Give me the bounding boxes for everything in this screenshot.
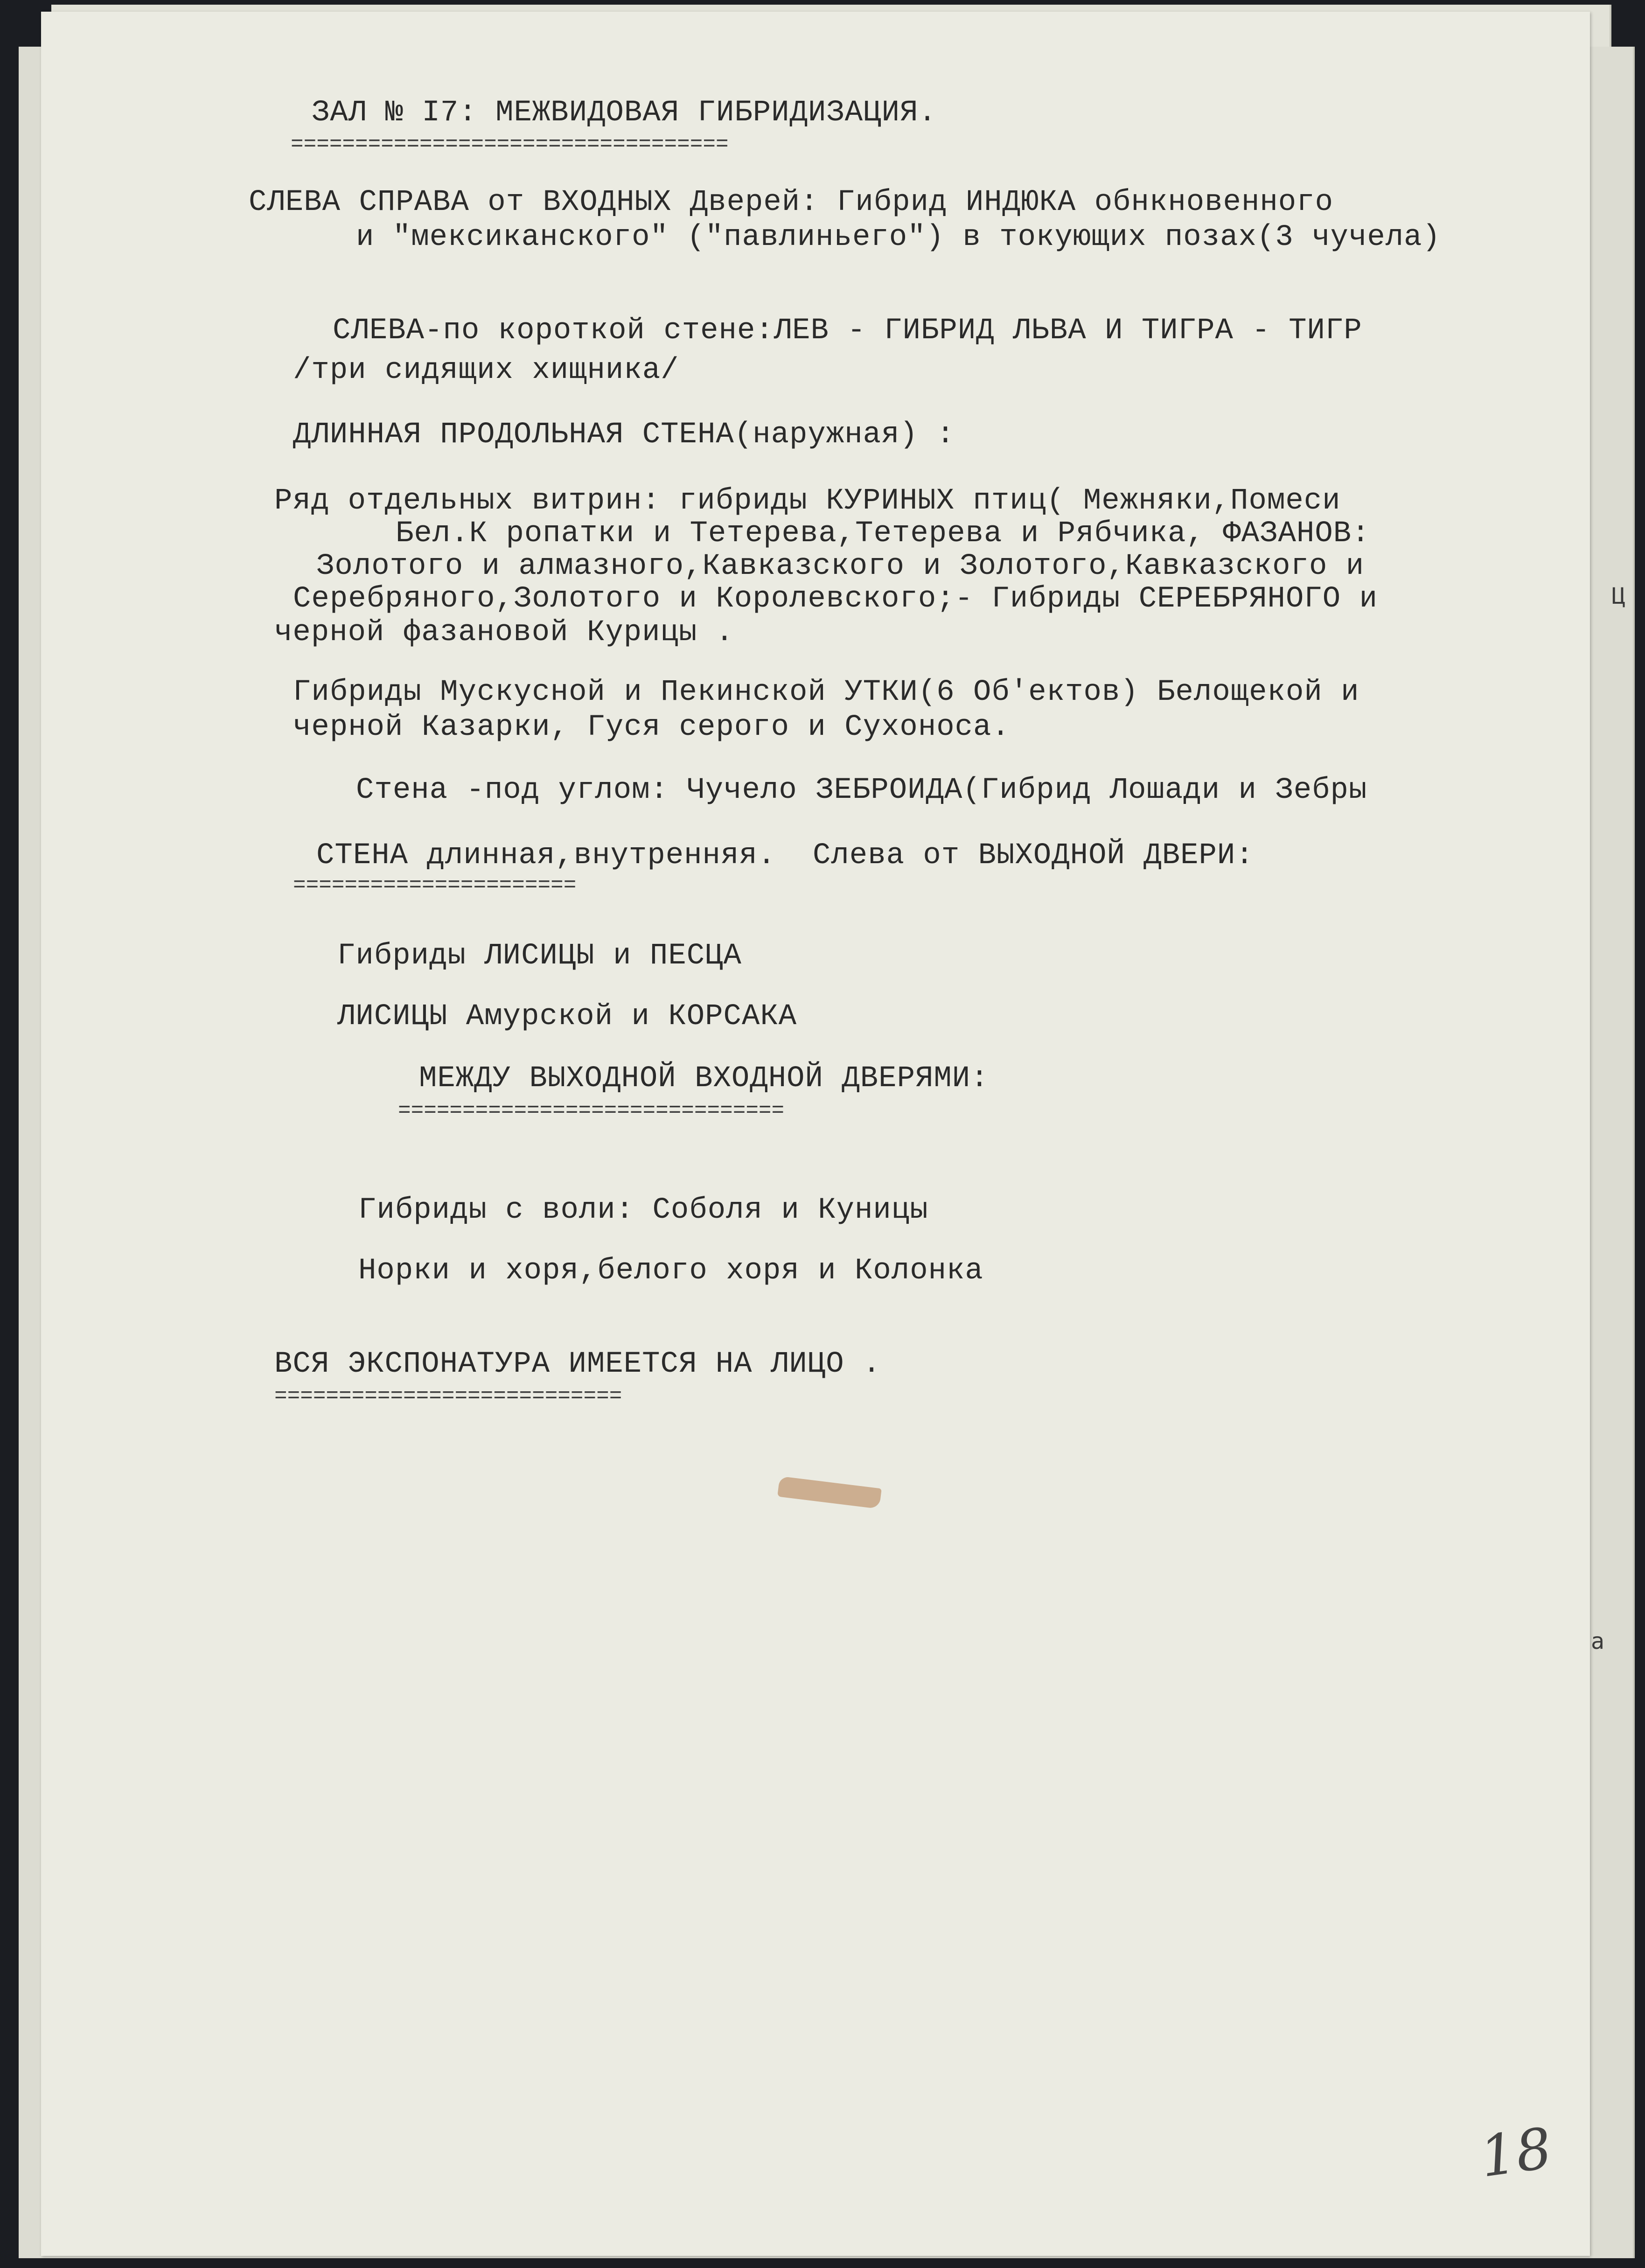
- long-wall-heading: ДЛИННАЯ ПРОДОЛЬНАЯ СТЕНА(наружная) :: [293, 418, 955, 452]
- showcases-line-1: Ряд отдельных витрин: гибриды КУРИНЫХ птиц( Межняки,Помеси: [274, 484, 1341, 518]
- title-underline: ==================================: [291, 134, 729, 155]
- inner-wall-heading: СТЕНА длинная,внутренняя. Слева от ВЫХОДНОЙ ДВЕРИ:: [316, 839, 1254, 872]
- margin-fragment-text: а: [1591, 1628, 1604, 1654]
- fox-hybrids-line: Гибриды ЛИСИЦЫ и ПЕСЦА: [337, 939, 742, 973]
- fox-amur-line: ЛИСИЦЫ Амурской и КОРСАКА: [337, 1000, 797, 1033]
- margin-fragment-text: Ц: [1612, 583, 1625, 609]
- between-doors-heading: МЕЖДУ ВЫХОДНОЙ ВХОДНОЙ ДВЕРЯМИ:: [419, 1062, 989, 1096]
- document-page: [41, 12, 1590, 2256]
- inner-wall-underline: ======================: [293, 875, 577, 896]
- mustelid-hybrids-line-2: Норки и хоря,белого хоря и Колонка: [358, 1254, 983, 1288]
- short-wall-line-1: СЛЕВА-по короткой стене:ЛЕВ - ГИБРИД ЛЬВА И ТИГРА - ТИГР: [333, 314, 1362, 348]
- tape-remnant: [777, 1476, 882, 1509]
- folio-number: 18: [1476, 2116, 1556, 2190]
- summary-underline: ===========================: [274, 1386, 622, 1407]
- between-doors-underline: ==============================: [398, 1100, 785, 1122]
- showcases-line-3: Золотого и алмазного,Кавказского и Золотого,Кавказского и: [316, 550, 1365, 583]
- showcases-line-4: Серебряного,Золотого и Королевского;- Гибриды СЕРЕБРЯНОГО и: [293, 582, 1378, 616]
- entrance-doors-line-1: СЛЕВА СПРАВА от ВХОДНЫХ Дверей: Гибрид ИНДЮКА обнкновенного: [249, 186, 1333, 219]
- page-title: ЗАЛ № I7: МЕЖВИДОВАЯ ГИБРИДИЗАЦИЯ.: [312, 96, 937, 130]
- showcases-line-5: черной фазановой Курицы .: [274, 616, 734, 649]
- showcases-line-2: Бел.К ропатки и Тетерева,Тетерева и Рябчика, ФАЗАНОВ:: [396, 517, 1370, 551]
- short-wall-line-2: /три сидящих хищника/: [293, 354, 679, 387]
- summary-line: ВСЯ ЭКСПОНАТУРА ИМЕЕТСЯ НА ЛИЦО .: [274, 1347, 881, 1381]
- mustelid-hybrids-line-1: Гибриды с воли: Соболя и Куницы: [358, 1193, 928, 1227]
- ducks-line-2: черной Казарки, Гуся серого и Сухоноса.: [293, 711, 1010, 744]
- ducks-line-1: Гибриды Мускусной и Пекинской УТКИ(6 Об'ектов) Белощекой и: [293, 676, 1359, 709]
- entrance-doors-line-2: и "мексиканского" ("павлиньего") в токующих позах(3 чучела): [356, 221, 1441, 254]
- angle-wall-line: Стена -под углом: Чучело ЗЕБРОИДА(Гибрид Лошади и Зебры: [356, 774, 1367, 807]
